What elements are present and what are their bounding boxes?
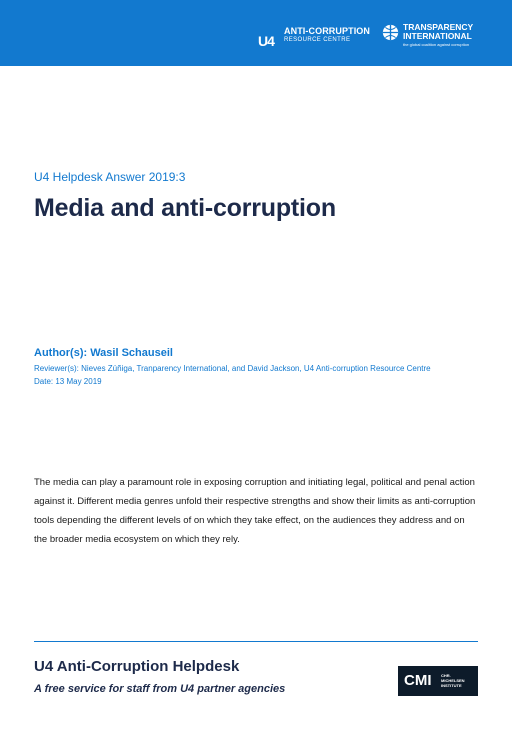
date-line: Date: 13 May 2019: [34, 377, 102, 386]
globe-icon: [382, 24, 399, 41]
series-label: U4 Helpdesk Answer 2019:3: [34, 170, 186, 184]
header-banner: [0, 0, 512, 66]
ti-logo-tagline: the global coalition against corruption: [403, 42, 470, 47]
u4-logo-line1: ANTI-CORRUPTION: [284, 26, 370, 36]
page-title: Media and anti-corruption: [34, 194, 336, 222]
helpdesk-tagline: A free service for staff from U4 partner agencies: [34, 683, 286, 695]
helpdesk-title: U4 Anti-Corruption Helpdesk: [34, 658, 240, 675]
ti-logo-text: TRANSPARENCY INTERNATIONAL: [403, 22, 474, 41]
u4-logo-line2: RESOURCE CENTRE: [284, 37, 351, 43]
footer-divider: [34, 641, 478, 642]
cmi-logo-mark: CMI: [404, 672, 432, 689]
cmi-logo: [398, 666, 478, 696]
reviewers-line: Reviewer(s): Nieves Zúñiga, Tranparency International, and David Jackson, U4 Anti-corruption Resource Centre: [34, 364, 431, 373]
abstract-paragraph: The media can play a paramount role in exposing corruption and initiating legal, political and penal action against it. Different media genres unfold their respective strengths and show their limits as anti-corruption tools depending the different levels of on which they take effect, on the audiences they address and on the broader media ecosystem on which they rely.: [34, 477, 476, 545]
cmi-logo-text: CHR. MICHELSEN INSTITUTE: [441, 673, 465, 688]
author-line: Author(s): Wasil Schauseil: [34, 347, 173, 359]
u4-logo-mark: U4: [258, 33, 274, 49]
